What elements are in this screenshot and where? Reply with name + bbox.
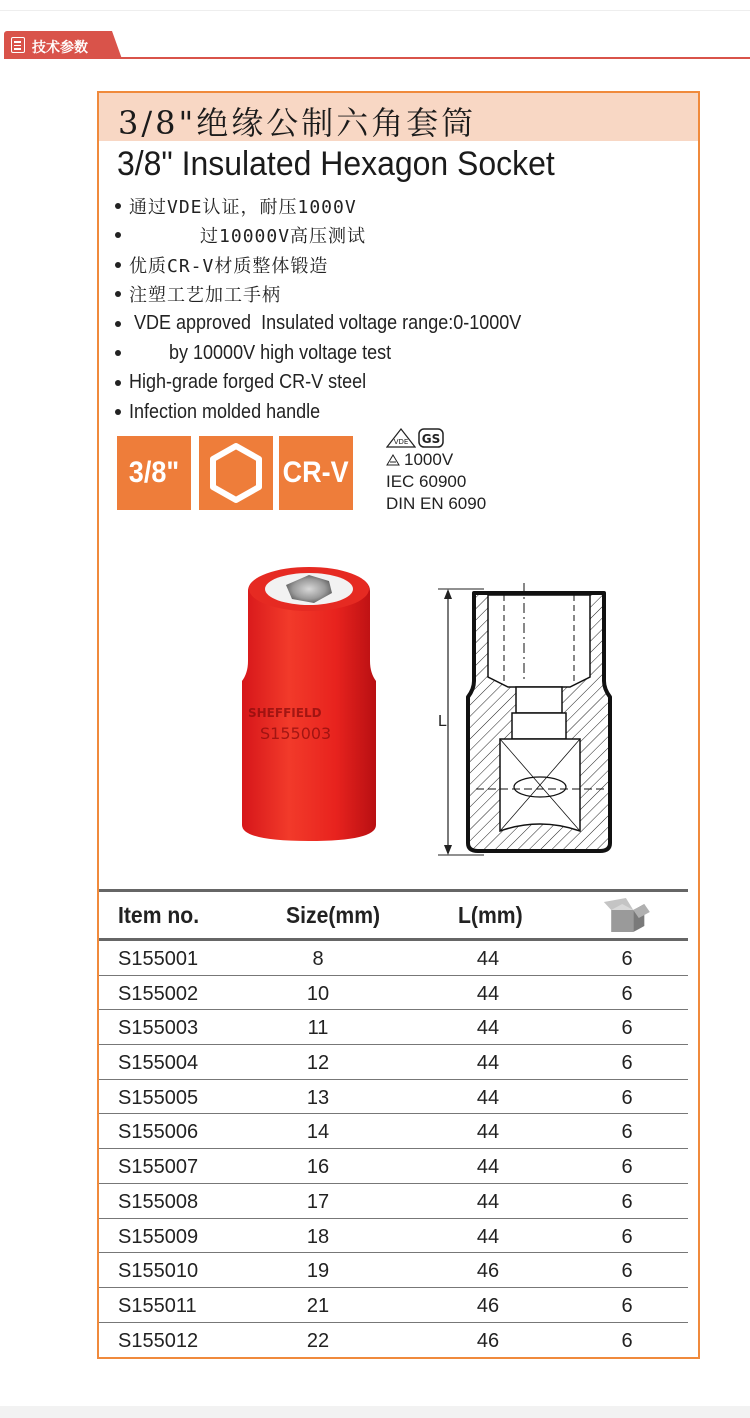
table-body xyxy=(99,941,688,1357)
feature-item xyxy=(115,250,675,280)
feature-item xyxy=(115,280,675,310)
cell-item-no: S155002 xyxy=(118,982,199,1005)
feature-item xyxy=(115,339,675,369)
cell-item-no: S155008 xyxy=(118,1190,199,1213)
feature-item xyxy=(115,309,675,339)
cell-item-no: S155003 xyxy=(118,1017,199,1040)
cell-item-no: S155010 xyxy=(118,1260,199,1283)
feature-text: High-grade forged CR-V steel xyxy=(129,371,367,394)
feature-list xyxy=(115,191,675,427)
socket-product-image xyxy=(234,563,384,843)
table-row: S155010 19 46 6 xyxy=(99,1253,688,1288)
cell-item-no: S155009 xyxy=(118,1225,199,1248)
cert-logos xyxy=(386,427,486,449)
bullet-icon xyxy=(115,380,121,386)
section-title: 技术参数 xyxy=(32,40,88,56)
feature-text: by 10000V high voltage test xyxy=(129,341,392,364)
table-row: S155009 18 44 6 xyxy=(99,1219,688,1254)
bottom-bar xyxy=(0,1406,750,1418)
header-item-no: Item no. xyxy=(118,902,200,928)
cell-item-no: S155005 xyxy=(118,1086,199,1109)
cell-item-no: S155012 xyxy=(118,1329,199,1352)
table-row: S155002 10 44 6 xyxy=(99,976,688,1011)
feature-text: 注塑工艺加工手柄 xyxy=(129,285,281,307)
product-title-cn: 3/8"绝缘公制六角套筒 xyxy=(118,104,477,142)
bullet-icon xyxy=(115,203,121,209)
table-row: S155001 8 44 6 xyxy=(99,941,688,976)
certifications xyxy=(386,427,486,515)
spec-table xyxy=(99,889,688,1357)
feature-item xyxy=(115,368,675,398)
cell-item-no: S155004 xyxy=(118,1052,199,1075)
table-row: S155004 12 44 6 xyxy=(99,1045,688,1080)
bullet-icon xyxy=(115,321,121,327)
table-row: S155011 21 46 6 xyxy=(99,1288,688,1323)
bullet-icon xyxy=(115,262,121,268)
table-row: S155008 17 44 6 xyxy=(99,1184,688,1219)
cell-item-no: S155007 xyxy=(118,1156,199,1179)
drive-size-badge xyxy=(117,436,191,510)
gs-mark-icon xyxy=(418,428,444,448)
vde-logo-text: VDE xyxy=(393,438,409,446)
feature-text: 优质CR-V材质整体锻造 xyxy=(129,255,329,277)
cell-item-no: S155006 xyxy=(118,1121,199,1144)
voltage-text: 1000V xyxy=(404,450,454,469)
bullet-icon xyxy=(115,232,121,238)
drive-size-label: 3/8" xyxy=(128,456,180,489)
table-row: S155003 11 44 6 xyxy=(99,1010,688,1045)
feature-text: Infection molded handle xyxy=(129,400,321,423)
feature-item xyxy=(115,221,675,251)
cell-item-no: S155001 xyxy=(118,948,199,970)
top-divider xyxy=(0,10,750,11)
din-standard: DIN EN 6090 xyxy=(386,494,487,513)
feature-item xyxy=(115,398,675,428)
bullet-icon xyxy=(115,350,121,356)
feature-text: VDE approved Insulated voltage range:0-1000V xyxy=(129,312,522,335)
bullet-icon xyxy=(115,291,121,297)
section-tab xyxy=(4,31,122,59)
header-qty xyxy=(602,896,650,940)
voltage-rating xyxy=(386,449,486,471)
hexagon-badge xyxy=(199,436,273,510)
vde-triangle-icon xyxy=(386,428,416,448)
feature-text: 过10000V高压测试 xyxy=(129,226,367,248)
header-size: Size(mm) xyxy=(286,902,381,928)
material-badge xyxy=(279,436,353,510)
header-length: L(mm) xyxy=(458,902,523,928)
table-row: S155012 22 46 6 xyxy=(118,1329,633,1352)
gs-logo-text: GS xyxy=(421,432,441,446)
socket-item-text: S155003 xyxy=(260,724,332,743)
material-label: CR-V xyxy=(282,456,350,489)
feature-text: 通过VDE认证，耐压1000V xyxy=(129,196,357,218)
socket-cross-section-diagram xyxy=(424,581,624,861)
product-card xyxy=(97,91,700,1359)
table-row: S155006 14 44 6 xyxy=(99,1114,688,1149)
product-title-en: 3/8" Insulated Hexagon Socket xyxy=(117,145,555,183)
iec-standard: IEC 60900 xyxy=(386,472,467,491)
table-row: S155005 13 44 6 xyxy=(99,1080,688,1115)
section-underline xyxy=(4,57,750,59)
socket-brand-text: SHEFFIELD xyxy=(248,706,322,720)
title-cn-band xyxy=(99,93,698,141)
feature-item xyxy=(115,191,675,221)
document-icon xyxy=(11,37,25,53)
high-voltage-icon xyxy=(386,454,400,466)
cell-item-no: S155011 xyxy=(118,1294,197,1317)
table-row: S155007 16 44 6 xyxy=(99,1149,688,1184)
bullet-icon xyxy=(115,409,121,415)
box-icon xyxy=(602,896,650,934)
length-label: L xyxy=(438,713,447,730)
table-header-row xyxy=(99,889,688,941)
hexagon-icon xyxy=(205,442,267,504)
